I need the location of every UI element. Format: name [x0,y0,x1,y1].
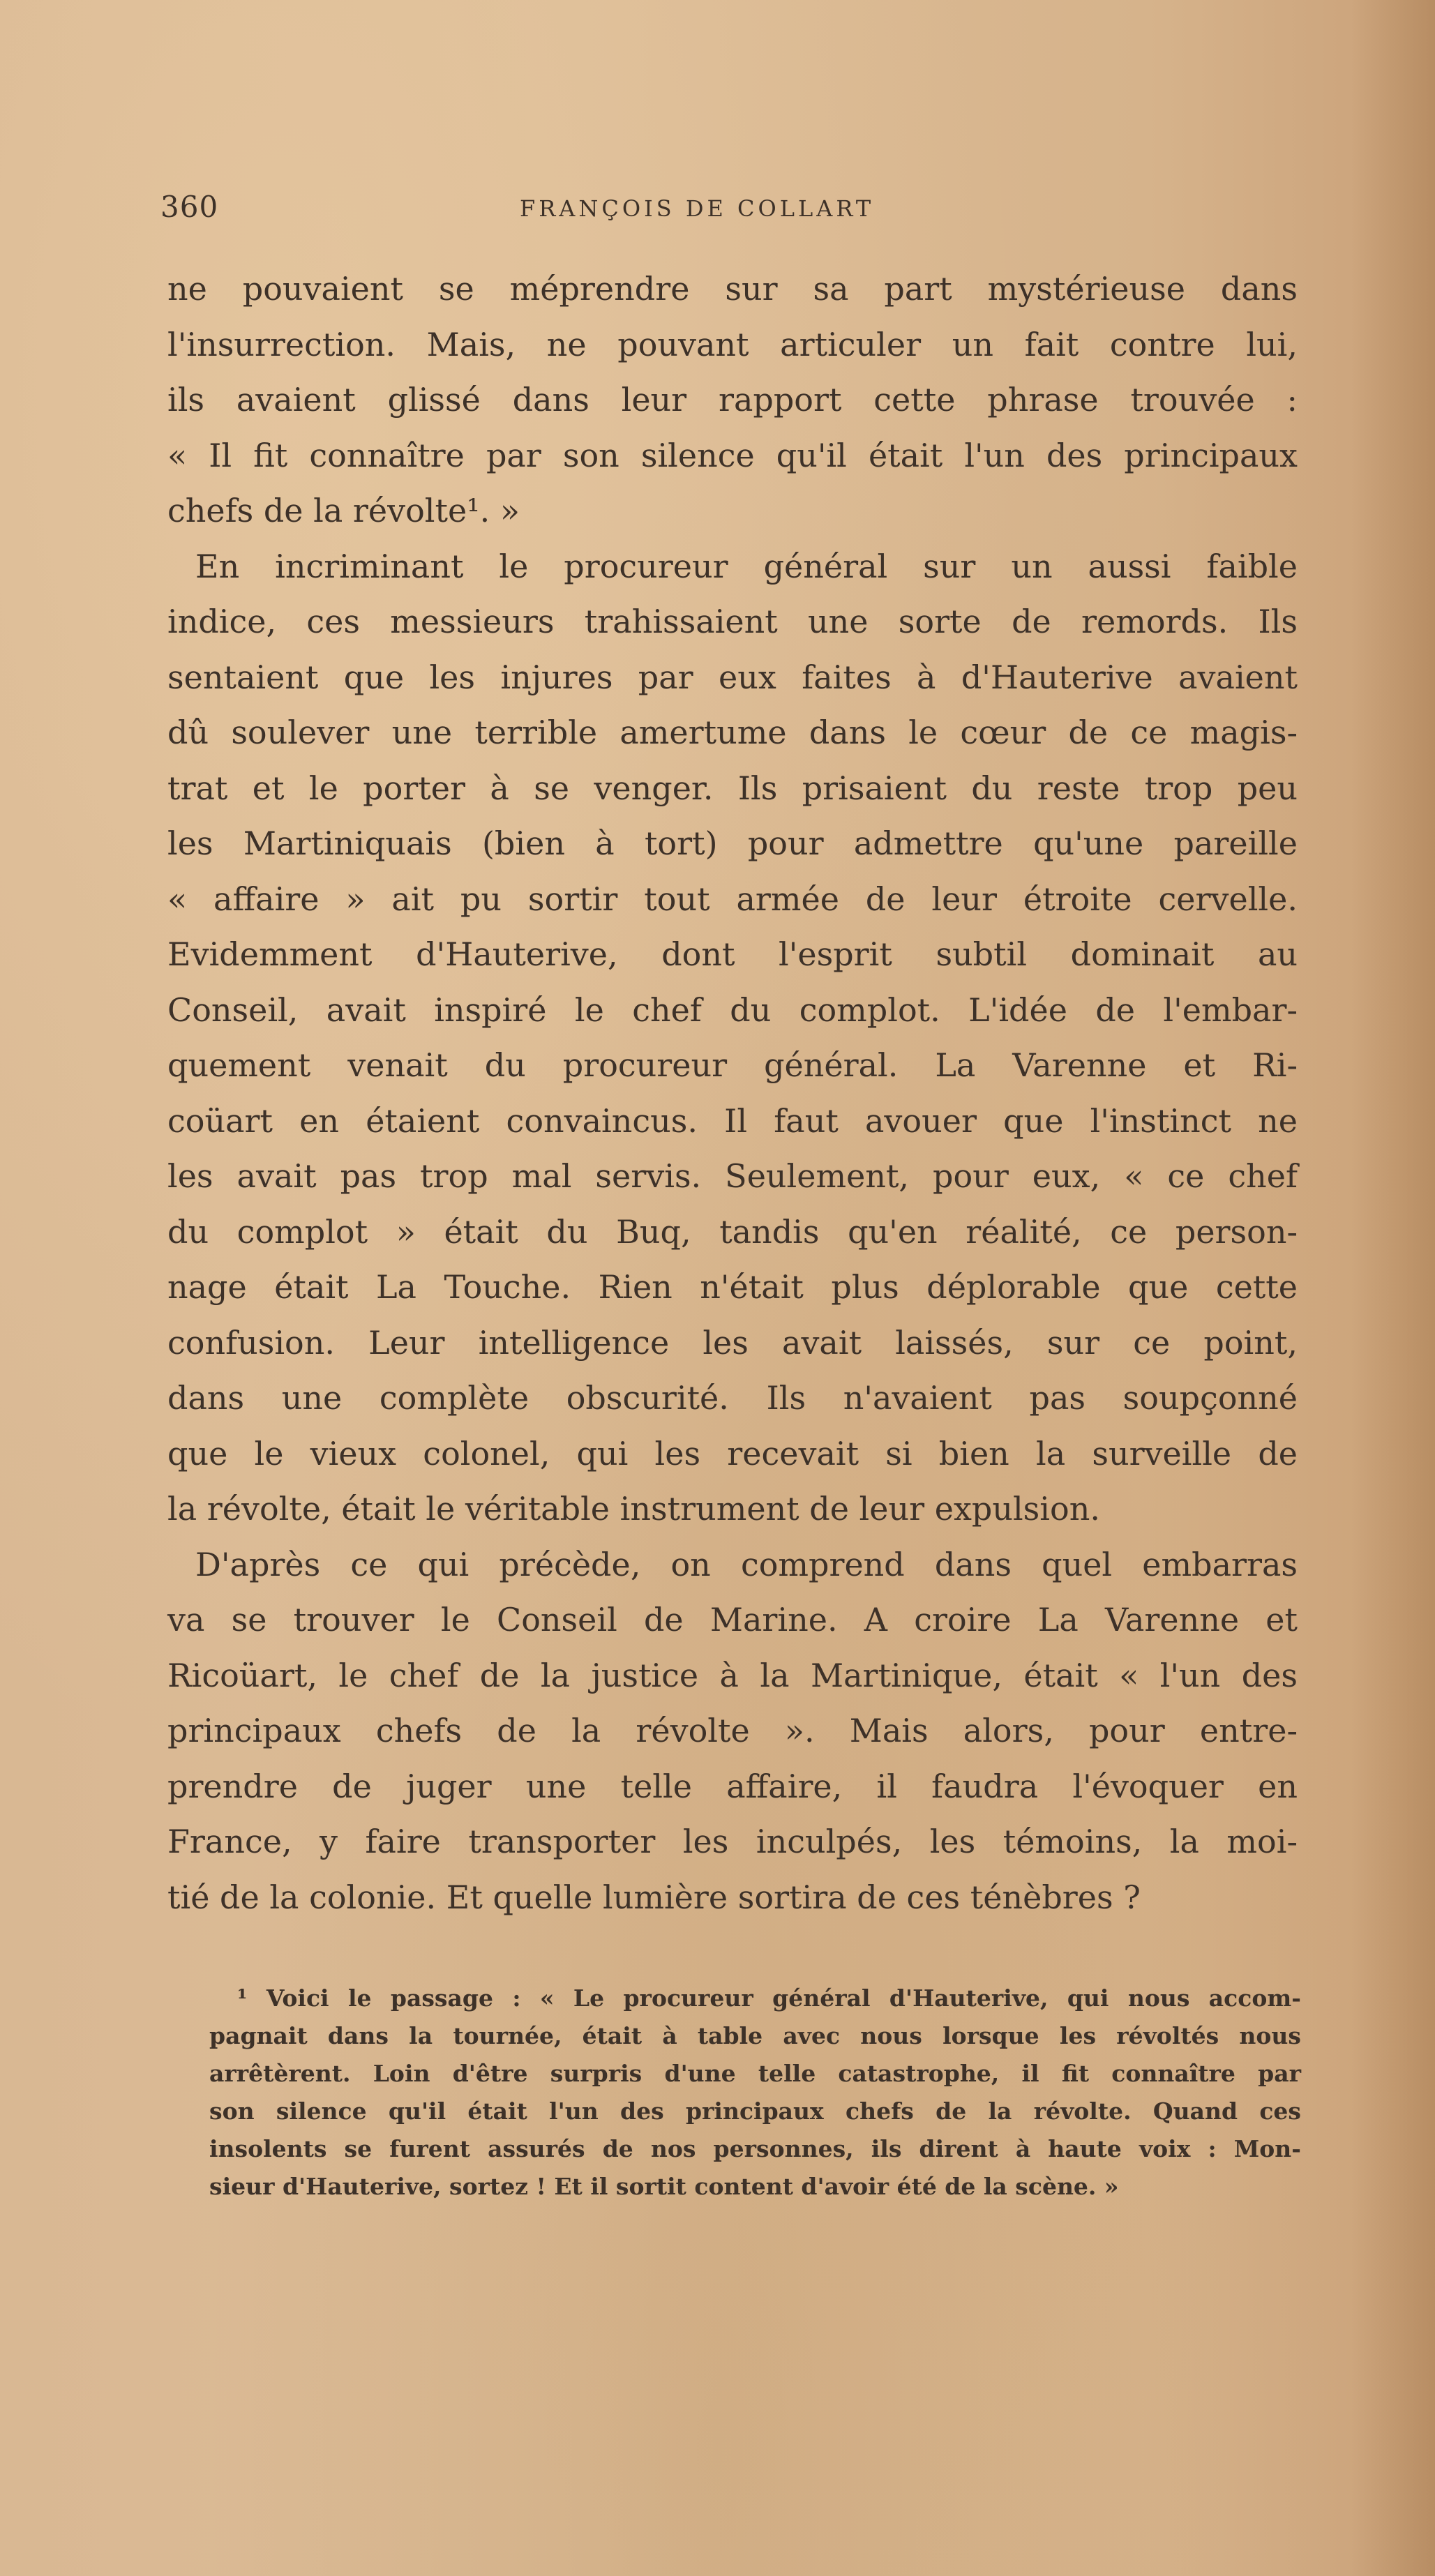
page-header [160,190,1305,232]
text-line: trat et le porter à se venger. Ils prisaient du reste trop peu [167,769,1298,807]
text-line: tié de la colonie. Et quelle lumière sortira de ces ténèbres ? [167,1878,1141,1916]
text-line: quement venait du procureur général. La Varenne et Ri- [167,1046,1298,1084]
text-line: la révolte, était le véritable instrument de leur expulsion. [167,1490,1100,1528]
text-line: Conseil, avait inspiré le chef du complot. L'idée de l'embar- [167,991,1298,1029]
text-line: les avait pas trop mal servis. Seulement, pour eux, « ce chef [167,1157,1298,1195]
footnote-line: son silence qu'il était l'un des principaux chefs de la révolte. Quand ces [209,2097,1301,2125]
page-edge-shadow [1351,0,1435,2576]
page-number: 360 [160,190,219,224]
text-line: chefs de la révolte¹. » [167,492,520,529]
footnote-line: ¹ Voici le passage : « Le procureur général d'Hauterive, qui nous accom- [237,1984,1301,2012]
text-line: que le vieux colonel, qui les recevait si bien la surveille de [167,1434,1298,1472]
text-line: l'insurrection. Mais, ne pouvant articuler un fait contre lui, [167,325,1298,363]
text-line: principaux chefs de la révolte ». Mais alors, pour entre- [167,1712,1298,1749]
text-line: ne pouvaient se méprendre sur sa part mystérieuse dans [167,270,1298,308]
text-line: Evidemment d'Hauterive, dont l'esprit subtil dominait au [167,935,1298,973]
text-line: « affaire » ait pu sortir tout armée de leur étroite cervelle. [167,880,1298,918]
text-line: les Martiniquais (bien à tort) pour admettre qu'une pareille [167,824,1298,862]
footnote-line: insolents se furent assurés de nos personnes, ils dirent à haute voix : Mon- [209,2135,1301,2162]
running-title: FRANÇOIS DE COLLART [520,195,875,222]
text-line: confusion. Leur intelligence les avait laissés, sur ce point, [167,1323,1298,1362]
text-line: Ricoüart, le chef de la justice à la Martinique, était « l'un des [167,1656,1298,1694]
text-line: coüart en étaient convaincus. Il faut avouer que l'instinct ne [167,1101,1298,1140]
text-line: prendre de juger une telle affaire, il faudra l'évoquer en [167,1767,1298,1805]
text-line: « Il fit connaître par son silence qu'il était l'un des principaux [167,436,1298,474]
text-line: va se trouver le Conseil de Marine. A croire La Varenne et [167,1601,1298,1639]
footnote-line: arrêtèrent. Loin d'être surpris d'une telle catastrophe, il fit connaître par [209,2060,1301,2087]
text-line: dans une complète obscurité. Ils n'avaient pas soupçonné [167,1379,1298,1417]
text-line: nage était La Touche. Rien n'était plus déplorable que cette [167,1268,1298,1306]
text-line: dû soulever une terrible amertume dans le cœur de ce magis- [167,714,1298,751]
text-line: du complot » était du Buq, tandis qu'en réalité, ce person- [167,1212,1298,1251]
text-line: indice, ces messieurs trahissaient une sorte de remords. Ils [167,603,1298,640]
text-line: En incriminant le procureur général sur un aussi faible [195,547,1298,585]
text-line: France, y faire transporter les inculpés, les témoins, la moi- [167,1823,1298,1860]
text-line: ils avaient glissé dans leur rapport cette phrase trouvée : [167,381,1298,419]
footnote-line: pagnait dans la tournée, était à table avec nous lorsque les révoltés nous [209,2022,1301,2049]
body-text [167,262,1298,1925]
text-line: D'après ce qui précède, on comprend dans quel embarras [195,1545,1298,1583]
footnote [209,1980,1301,2206]
footnote-line: sieur d'Hauterive, sortez ! Et il sortit content d'avoir été de la scène. » [209,2173,1119,2200]
text-line: sentaient que les injures par eux faites à d'Hauterive avaient [167,658,1298,696]
